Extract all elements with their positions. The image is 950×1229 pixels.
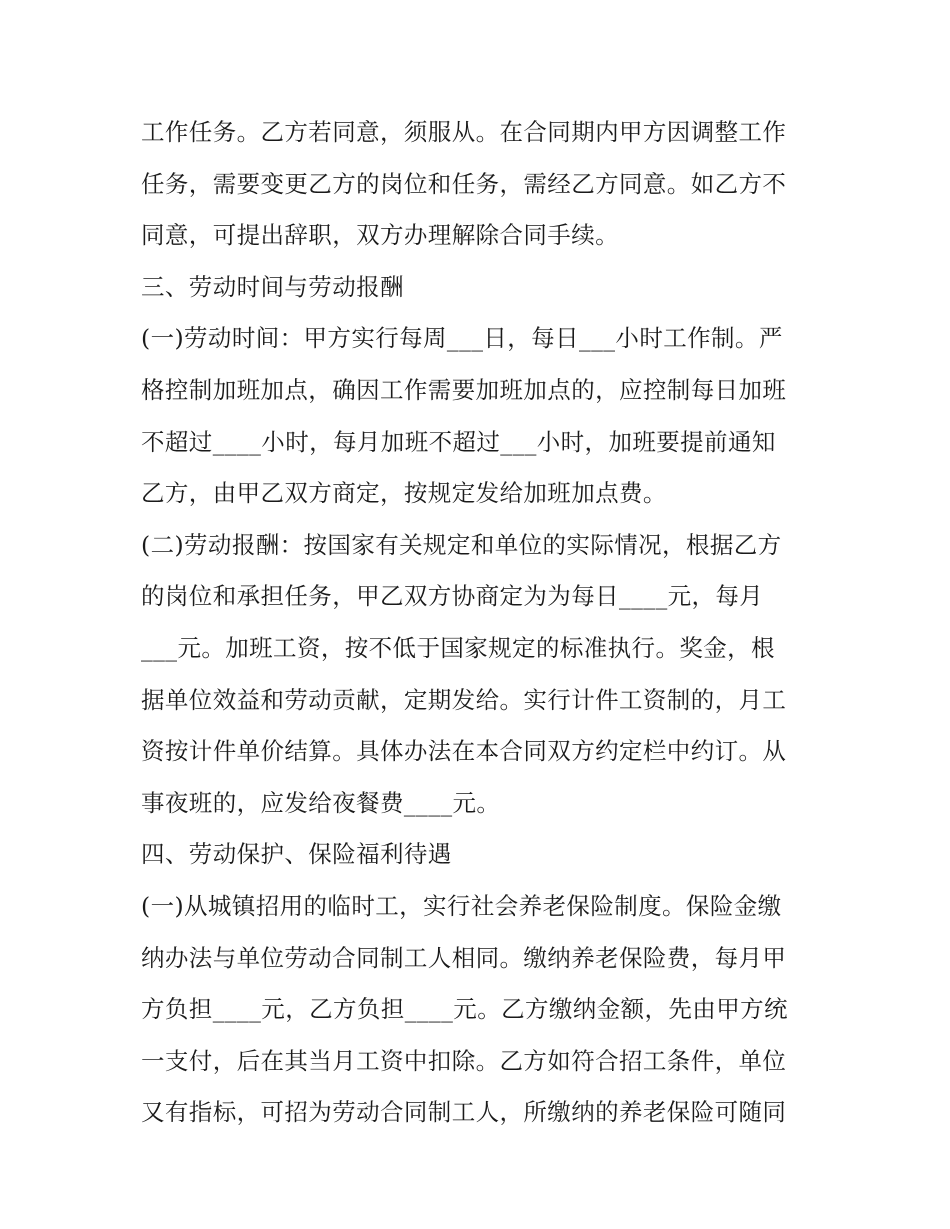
text-line: (一)劳动时间：甲方实行每周___日，每日___小时工作制。严	[141, 324, 783, 353]
document-body	[141, 107, 813, 1139]
text-line: 格控制加班加点，确因工作需要加班加点的，应控制每日加班	[141, 375, 787, 404]
section-heading: 三、劳动时间与劳动报酬	[141, 272, 404, 301]
text-line: 乙方，由甲乙双方商定，按规定发给加班加点费。	[141, 479, 667, 508]
text-line: 资按计件单价结算。具体办法在本合同双方约定栏中约订。从	[141, 737, 787, 766]
text-line: 事夜班的，应发给夜餐费____元。	[141, 788, 501, 817]
text-line: 同意，可提出辞职，双方办理解除合同手续。	[141, 221, 619, 250]
text-line: 方负担____元，乙方负担____元。乙方缴纳金额，先由甲方统	[141, 995, 788, 1024]
text-line: 纳办法与单位劳动合同制工人相同。缴纳养老保险费，每月甲	[141, 943, 787, 972]
text-line: 的岗位和承担任务，甲乙双方协商定为为每日____元，每月	[141, 582, 764, 611]
text-line: 又有指标，可招为劳动合同制工人，所缴纳的养老保险可随同	[141, 1098, 787, 1127]
text-line: 不超过____小时，每月加班不超过___小时，加班要提前通知	[141, 427, 776, 456]
section-heading: 四、劳动保护、保险福利待遇	[141, 840, 452, 869]
text-line: ___元。加班工资，按不低于国家规定的标准执行。奖金，根	[141, 633, 775, 662]
text-line: 据单位效益和劳动贡献，定期发给。实行计件工资制的，月工	[141, 685, 787, 714]
text-line: (二)劳动报酬：按国家有关规定和单位的实际情况，根据乙方	[141, 530, 782, 559]
text-line: 一支付，后在其当月工资中扣除。乙方如符合招工条件，单位	[141, 1046, 787, 1075]
text-line: 任务，需要变更乙方的岗位和任务，需经乙方同意。如乙方不	[141, 169, 787, 198]
text-line: 工作任务。乙方若同意，须服从。在合同期内甲方因调整工作	[141, 118, 787, 146]
text-line: (一)从城镇招用的临时工，实行社会养老保险制度。保险金缴	[141, 891, 782, 920]
